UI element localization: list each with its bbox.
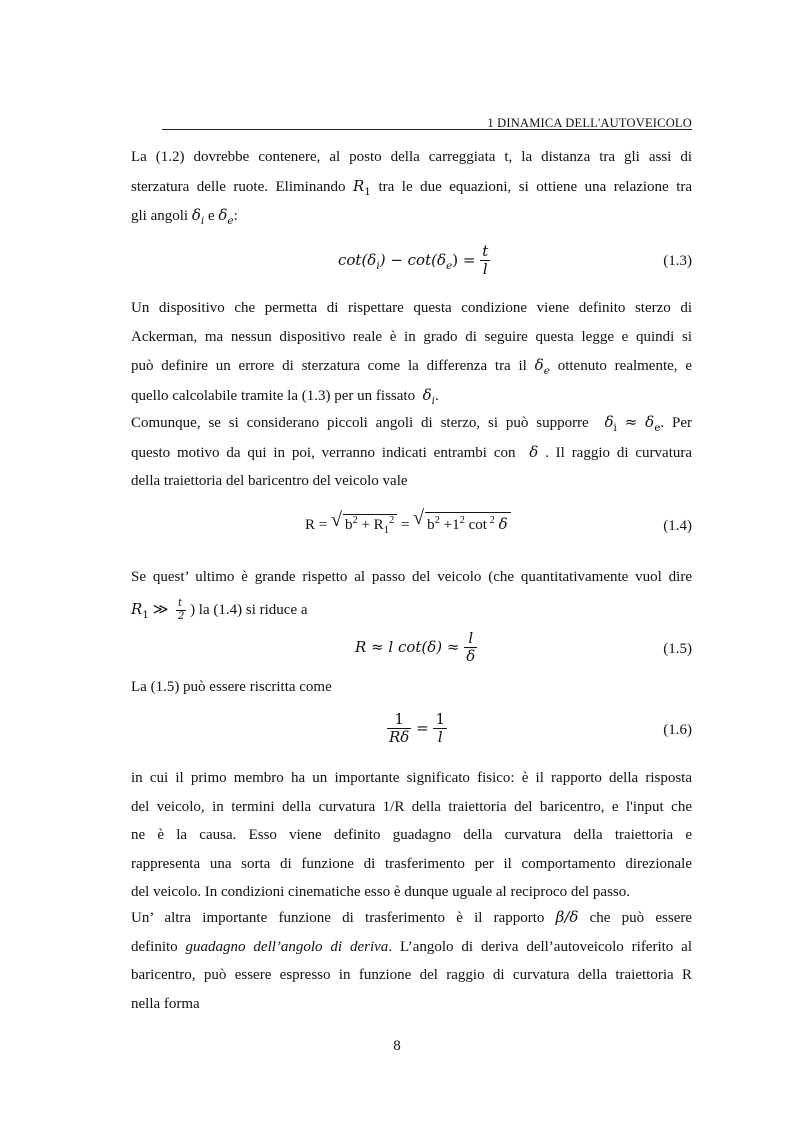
text-line: La (1.5) può essere riscritta come [131,679,332,695]
text-line: sterzatura delle ruote. Eliminando $R_1$ tra le due equazioni, si ottiene una relazione tra [131,176,693,198]
text-line: Un’ altra importante funzione di trasferimento è il rapporto β/δ che può essere [131,908,693,926]
paragraph-5 [131,673,692,702]
text-line: questo motivo da qui in poi, verranno indicati entrambi con δ . Il raggio di curvatura [131,442,693,461]
text-line: Ackerman, ma nessun dispositivo reale è in grado di seguire questa legge e quindi si [131,328,692,345]
equation-number: (1.4) [663,518,692,534]
text-line: Un dispositivo che permetta di rispettare questa condizione viene definito sterzo di [131,300,692,316]
text-line: gli angoli $\delta_i$ e $\delta_e$: [131,206,238,227]
text-line: $R_1$ ≫ $\frac{t}{2}$ ) la (1.4) si riduce a [131,598,308,622]
equation-number: (1.5) [663,641,692,657]
text-line: quello calcolabile tramite la (1.3) per un fissato $\delta_i$. [131,385,439,407]
paragraph-1 [131,143,692,231]
equation-number: (1.6) [663,722,692,738]
text-line: nella forma [131,995,200,1012]
text-line: del veicolo, in termini della curvatura 1/R della traiettoria del baricentro, e l'input che [131,798,692,815]
page-number: 8 [393,1038,401,1054]
text-line: baricentro, può essere espresso in funzione del raggio di curvatura della traiettoria R [131,967,692,983]
paragraph-2 [131,294,692,410]
running-header: 1 DINAMICA DELL'AUTOVEICOLO [487,116,692,130]
text-line: Comunque, se si considerano piccoli angoli di sterzo, si può supporre $\delta_i \approx \delta_e$. Per [131,413,693,434]
text-line: La (1.2) dovrebbe contenere, al posto della carreggiata t, la distanza tra gli assi di [131,149,692,165]
paragraph-3 [131,408,692,496]
equation-1-6: $\frac{1}{R\delta}$ = $\frac{1}{l}$ [389,710,446,747]
text-line: rappresenta una sorta di funzione di trasferimento per il comportamento direzionale [131,855,692,872]
text-line: del veicolo. In condizioni cinematiche esso è dunque uguale al reciproco del passo. [131,884,630,900]
text-line: ne è la causa. Esso viene definito guadagno della curvatura della traiettoria e [131,827,692,843]
text-line: in cui il primo membro ha un importante significato fisico: è il rapporto della risposta [131,770,692,786]
equation-number: (1.3) [663,253,692,269]
equation-1-4: R = √ $b^2 + R_1^2$ = √ $b^2 +1^2$ cot $^2$ δ [305,512,511,534]
text-line: definito guadagno dell’angolo di deriva. L’angolo di deriva dell’autoveicolo riferito al [131,938,692,955]
equation-1-5: R ≈ l cot(δ) ≈ $\frac{l}{\delta}$ [355,629,476,666]
text-line: può definire un errore di sterzatura come la differenza tra il $\delta_e$ ottenuto realmente, e [131,356,692,377]
equation-1-3: $\cot(\delta_i) - \cot(\delta_e)$ = $\frac{t}{l}$ [338,242,489,279]
text-line: della traiettoria del baricentro del veicolo vale [131,473,408,489]
paragraph-7 [131,903,692,1018]
text-line: Se quest’ ultimo è grande rispetto al passo del veicolo (che quantitativamente vuol dire [131,569,692,585]
paragraph-6 [131,764,692,907]
header-rule [162,129,692,130]
paragraph-4 [131,563,692,627]
